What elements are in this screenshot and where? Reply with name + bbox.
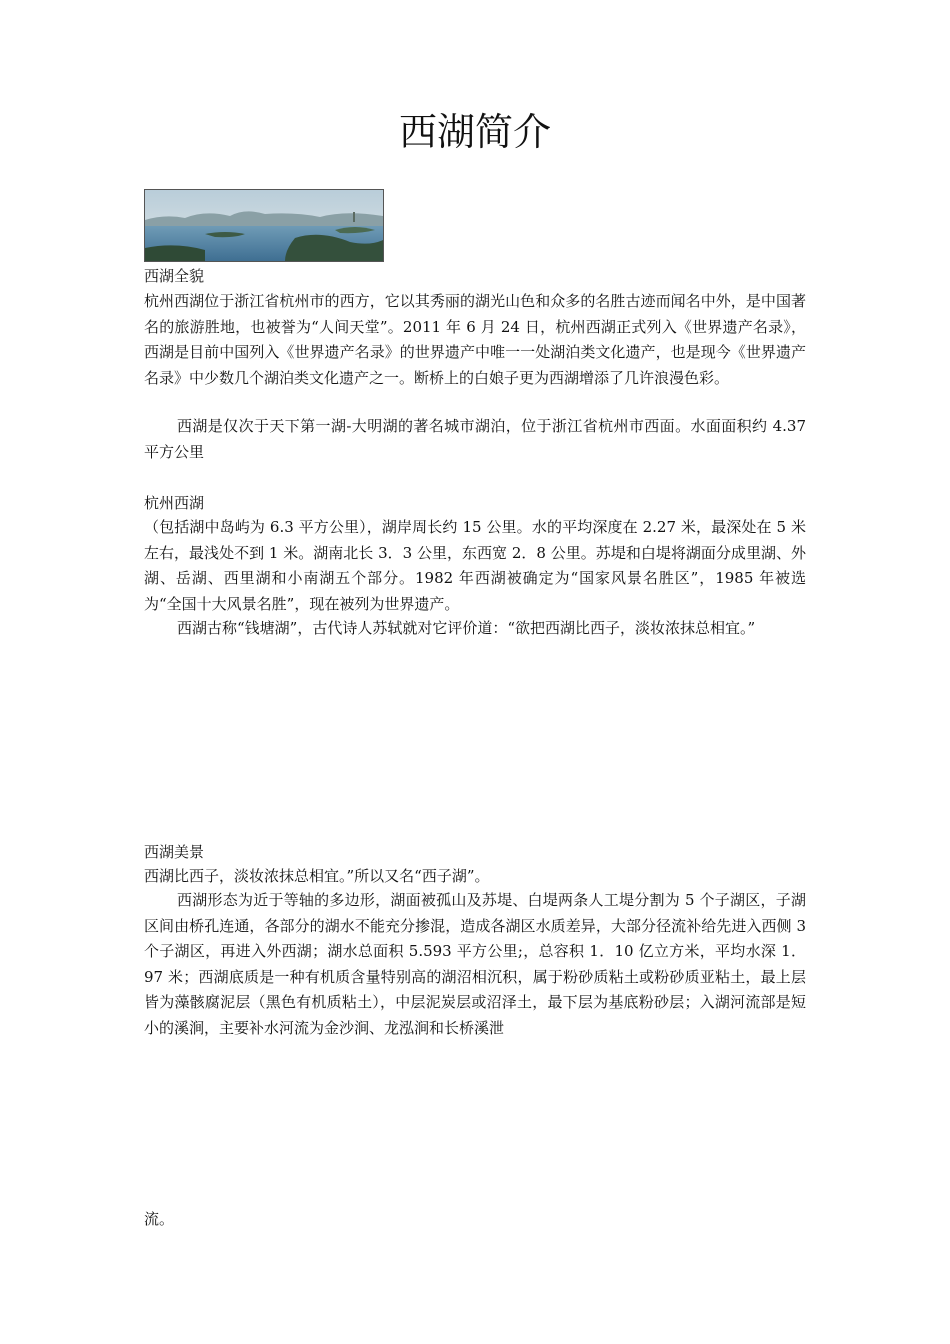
paragraph-location: 西湖是仅次于天下第一湖-大明湖的著名城市湖泊，位于浙江省杭州市西面。水面面积约 4.37 平方公里 xyxy=(144,417,806,461)
section-heading-west-lake-scenery: 西湖美景 xyxy=(144,843,205,861)
section-heading-hangzhou-west-lake: 杭州西湖 xyxy=(144,494,205,512)
photo-caption: 西湖全貌 xyxy=(144,267,205,285)
paragraph-intro: 杭州西湖位于浙江省杭州市的西方，它以其秀丽的湖光山色和众多的名胜古迹而闻名中外，是中国著名的旅游胜地，也被誉为“人间天堂”。2011 年 6 月 24 日，杭州西湖正式列入《世界遗产名录》，西湖是目前中国列入《世界遗产名录》的世界遗产中唯一一处湖泊类文化遗产，也是现今《世界遗产名录》中少数几个湖泊类文化遗产之一。断桥上的白娘子更为西湖增添了几许浪漫色彩。 xyxy=(144,292,806,387)
paragraph-dimensions: （包括湖中岛屿为 6.3 平方公里），湖岸周长约 15 公里。水的平均深度在 2.27 米，最深处在 5 米左右，最浅处不到 1 米。湖南北长 3．3 公里，东西宽 2．8 公里。苏堤和白堤将湖面分成里湖、外湖、岳湖、西里湖和小南湖五个部分。1982 年西湖被确定为“国家风景名胜区”，1985 年被选为“全国十大风景名胜”，现在被列为世界遗产。 xyxy=(144,518,806,613)
west-lake-panorama-image xyxy=(144,189,384,262)
paragraph-xizi-lake: 西湖比西子，淡妆浓抹总相宜。”所以又名“西子湖”。 xyxy=(144,867,490,885)
paragraph-qiantang-lake: 西湖古称“钱塘湖”，古代诗人苏轼就对它评价道：“欲把西湖比西子，淡妆浓抹总相宜。” xyxy=(177,619,756,637)
page-title: 西湖简介 xyxy=(398,110,551,154)
paragraph-continuation: 流。 xyxy=(144,1210,175,1228)
paragraph-morphology: 西湖形态为近于等轴的多边形，湖面被孤山及苏堤、白堤两条人工堤分割为 5 个子湖区，子湖区间由桥孔连通，各部分的湖水不能充分掺混，造成各湖区水质差异，大部分径流补给先进入西侧 3 个子湖区，再进入外西湖；湖水总面积 5.593 平方公里;，总容积 1．10 亿立方米，平均水深 1．97 米；西湖底质是一种有机质含量特别高的湖沼相沉积，属于粉砂质粘土或粉砂质亚粘土，最上层皆为藻骸腐泥层（黑色有机质粘土），中层泥炭层或沼泽土，最下层为基底粉砂层；入湖河流部是短小的溪涧，主要补水河流为金沙涧、龙泓涧和长桥溪泄 xyxy=(144,891,806,1037)
